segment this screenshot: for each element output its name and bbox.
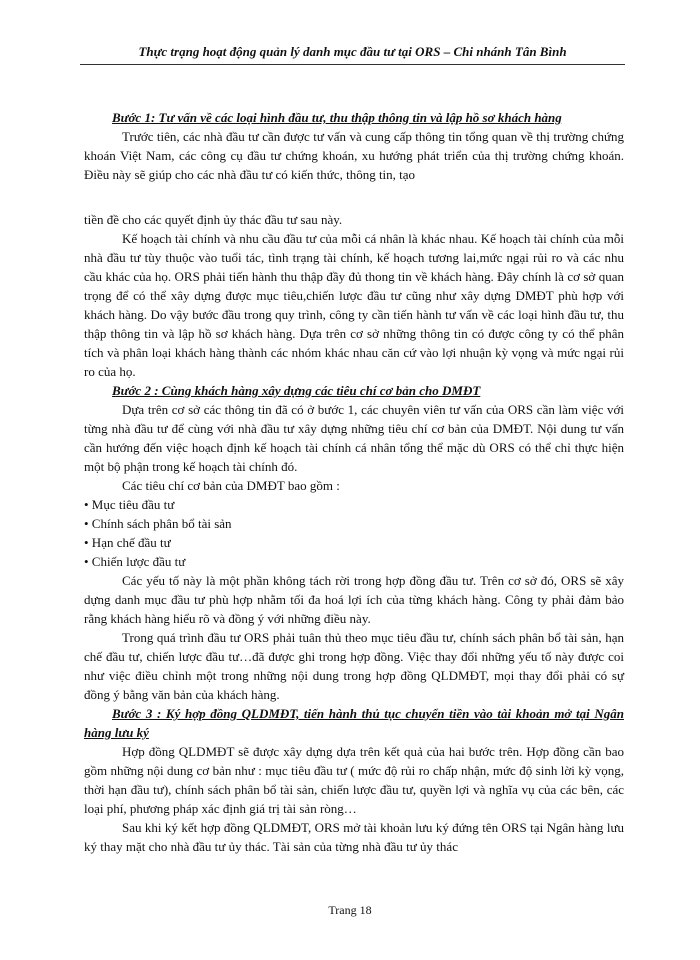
page-number: Trang 18 <box>328 903 372 917</box>
step1-paragraph-2: Kế hoạch tài chính và nhu cầu đầu tư của mỗi cá nhân là khác nhau. Kế hoạch tài chính của mỗi nhà đầu tư tùy thuộc vào tuổi tác, tình trạng tài chính, kế hoạch tương lai,mức ngại rủi ro và các nhu cầu khác của họ. ORS phải tiến hành thu thập đầy đủ thong tin về khách hàng. Đây chính là cơ sở quan trọng để có thể xây dựng được mục tiêu,chiến lược đầu tư cũng như xây dựng DMĐT phù hợp với khách hàng. Do vậy bước đầu trong quy trình, công ty cần tiến hành tư vấn về các loại hình đầu tư, thu thập thông tin và lập hồ sơ khách hàng. Dựa trên cơ sở những thông tin có được công ty có thể phân tích và phân loại khách hàng thành các nhóm khác nhau căn cứ vào lợi nhuận kỳ vọng và mức ngại rủi ro của họ. <box>84 231 624 379</box>
step2-paragraph-1: Dựa trên cơ sở các thông tin đã có ở bước 1, các chuyên viên tư vấn của ORS cần làm việc với từng nhà đầu tư để cùng với nhà đầu tư xây dựng những tiêu chí cơ bản của DMĐT. Nội dung tư vấn cần hướng đến việc hoạch định kế hoạch tài chính cá nhân tổng thể mặc dù ORS có thể chỉ thực hiện một bộ phận trong kế hoạch tài chính đó. <box>84 402 624 474</box>
step1-paragraph-1-continued: tiền đề cho các quyết định ủy thác đầu tư sau này. <box>84 212 343 227</box>
list-item: • Mục tiêu đầu tư <box>84 497 175 512</box>
list-item: • Chính sách phân bổ tài sản <box>84 516 232 531</box>
list-item: • Hạn chế đầu tư <box>84 535 171 550</box>
step2-paragraph-4: Trong quá trình đầu tư ORS phải tuân thủ theo mục tiêu đầu tư, chính sách phân bổ tài sản, hạn chế đầu tư, chiến lược đầu tư…đã được ghi trong hợp đồng. Việc thay đổi những yếu tố này được coi như việc điều chỉnh một trong những nội dung trong hợp đồng QLDMĐT, mọi thay đổi phải có sự đồng ý bằng văn bản của khách hàng. <box>84 630 624 702</box>
step2-paragraph-3: Các yếu tố này là một phần không tách rời trong hợp đồng đầu tư. Trên cơ sở đó, ORS sẽ xây dựng danh mục đầu tư phù hợp nhằm tối đa hoá lợi ích của từng khách hàng. Công ty phải đảm bảo rằng khách hàng hiểu rõ và đồng ý với những điều này. <box>84 573 624 626</box>
paragraph-gap <box>84 184 624 210</box>
step3-paragraph-1: Hợp đồng QLDMĐT sẽ được xây dựng dựa trên kết quả của hai bước trên. Hợp đồng cần bao gồm những nội dung cơ bản như : mục tiêu đầu tư ( mức độ rủi ro chấp nhận, mức độ sinh lời kỳ vọng, thời hạn đầu tư), chính sách phân bổ tài sản, chiến lược đầu tư, quyền lợi và nghĩa vụ của các bên, các loại phí, phương pháp xác định giá trị tài sản ròng… <box>84 744 624 816</box>
step2-heading: Bước 2 : Cùng khách hàng xây dựng các tiêu chí cơ bản cho DMĐT <box>112 383 481 398</box>
step1-paragraph-1: Trước tiên, các nhà đầu tư cần được tư vấn và cung cấp thông tin tổng quan về thị trường chứng khoán Việt Nam, các công cụ đầu tư chứng khoán, xu hướng phát triển của thị trường chứng khoán. Điều này sẽ giúp cho các nhà đầu tư có kiến thức, thông tin, tạo <box>84 129 624 182</box>
page-header-title: Thực trạng hoạt động quản lý danh mục đầu tư tại ORS – Chi nhánh Tân Bình <box>80 44 625 65</box>
document-body <box>84 108 624 856</box>
criteria-list <box>84 495 624 571</box>
list-item: • Chiến lược đầu tư <box>84 554 186 569</box>
step1-heading: Bước 1: Tư vấn về các loại hình đầu tư, thu thập thông tin và lập hồ sơ khách hàng <box>112 110 562 125</box>
step3-heading: Bước 3 : Ký hợp đồng QLDMĐT, tiến hành thủ tục chuyển tiền vào tài khoản mở tại Ngân hàng lưu ký <box>84 706 624 740</box>
step3-paragraph-2: Sau khi ký kết hợp đồng QLDMĐT, ORS mở tài khoản lưu ký đứng tên ORS tại Ngân hàng lưu ký thay mặt cho nhà đầu tư ủy thác. Tài sản của từng nhà đầu tư ủy thác <box>84 820 624 854</box>
step2-paragraph-2: Các tiêu chí cơ bản của DMĐT bao gồm : <box>122 478 340 493</box>
